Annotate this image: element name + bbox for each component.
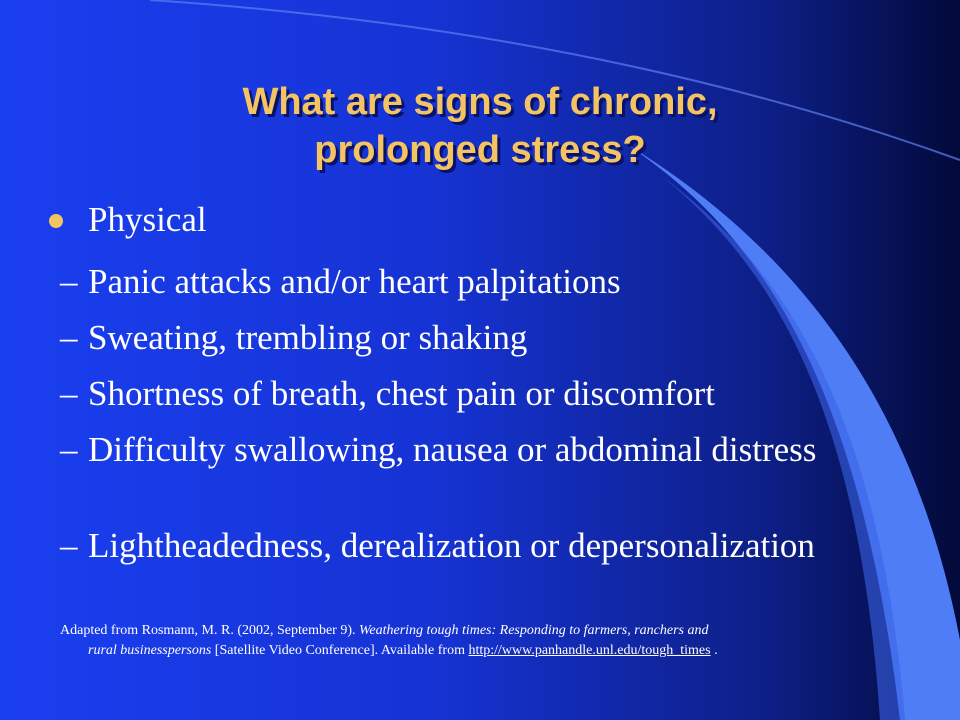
citation-prefix: Adapted from Rosmann, M. R. (2002, September 9). (60, 623, 356, 638)
citation (60, 621, 940, 661)
citation-title-part1: Weathering tough times: Responding to farmers, ranchers and (359, 623, 709, 638)
list-item (60, 318, 860, 358)
list-item-text: Shortness of breath, chest pain or discomfort (88, 374, 715, 413)
dash-marker: – (60, 430, 78, 469)
bullet-physical: Physical (88, 200, 207, 239)
dash-marker: – (60, 374, 78, 413)
bullet-dot-icon (49, 214, 63, 228)
list-item (60, 430, 860, 470)
dash-marker: – (60, 318, 78, 357)
citation-suffix: . (714, 643, 718, 658)
list-item (60, 262, 860, 302)
title-line-1: What are signs of chronic, (242, 81, 718, 123)
citation-url-link[interactable]: http://www.panhandle.unl.edu/tough_times (468, 643, 711, 658)
citation-title-part2: rural businesspersons (88, 643, 212, 658)
list-item-text: Lightheadedness, derealization or depersonalization (88, 526, 815, 565)
citation-medium: [Satellite Video Conference]. Available from (214, 643, 465, 658)
dash-marker: – (60, 526, 78, 565)
list-item (60, 526, 860, 566)
list-item-text: Panic attacks and/or heart palpitations (88, 262, 621, 301)
title-line-2: prolonged stress? (314, 129, 646, 171)
list-item (60, 374, 860, 414)
dash-marker: – (60, 262, 78, 301)
slide-title (100, 78, 860, 174)
list-item-text: Sweating, trembling or shaking (88, 318, 528, 357)
citation-line-2 (60, 641, 940, 661)
list-item-text: Difficulty swallowing, nausea or abdominal distress (88, 430, 817, 469)
